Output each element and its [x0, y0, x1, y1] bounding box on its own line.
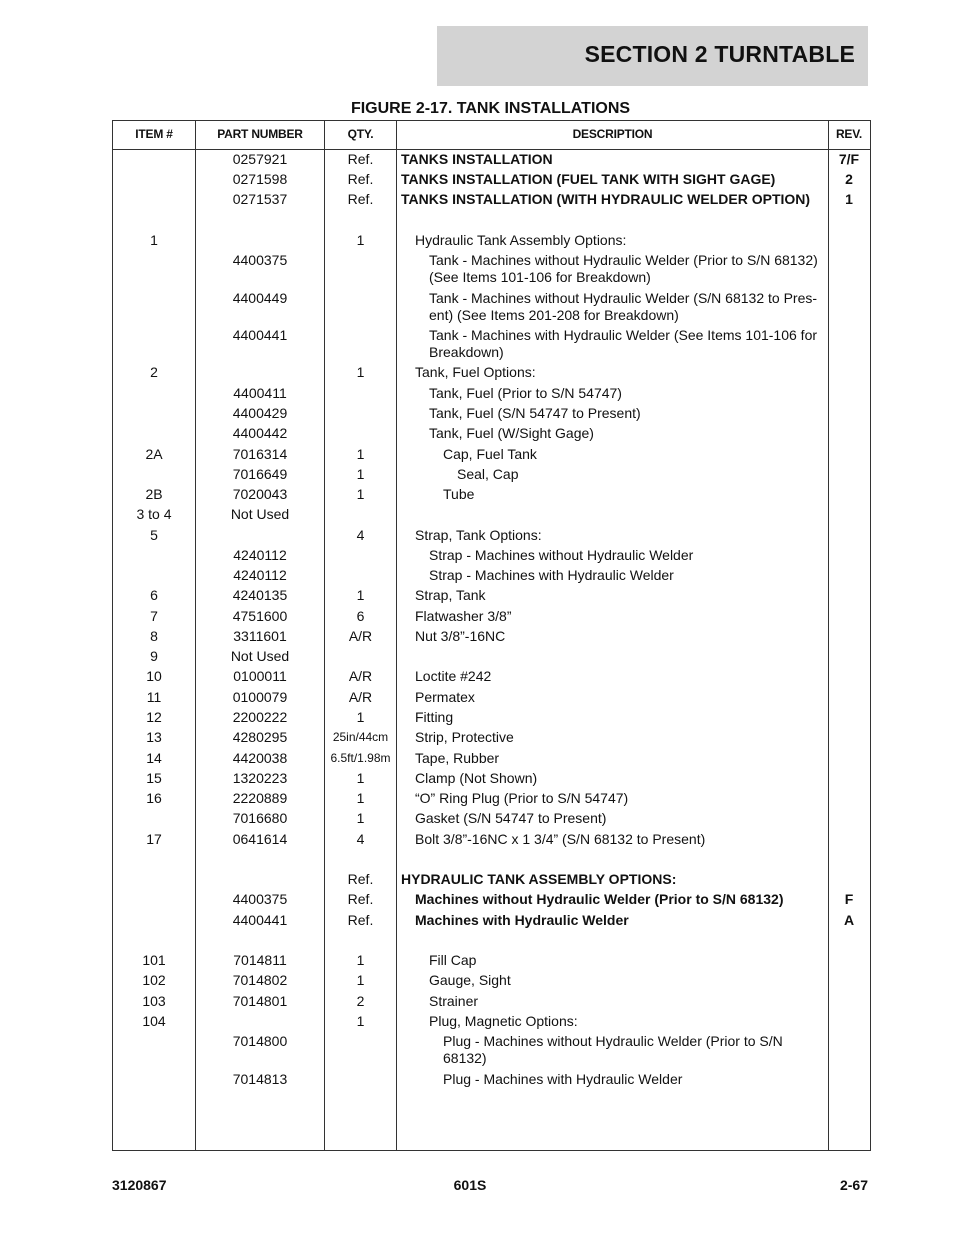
item-number: 14: [146, 750, 162, 766]
item-number: 103: [142, 993, 166, 1009]
quantity: 1: [356, 810, 365, 826]
quantity: 1: [356, 709, 365, 725]
header-item: ITEM #: [135, 127, 173, 141]
description: Tank, Fuel Options:: [415, 364, 536, 380]
item-number: 102: [142, 972, 166, 988]
description: Strap, Tank Options:: [415, 527, 542, 543]
description: Tube: [443, 486, 475, 502]
description: Strap - Machines with Hydraulic Welder: [429, 567, 674, 583]
item-number: 16: [146, 790, 162, 806]
part-number: 7016649: [232, 466, 288, 482]
part-number: 4280295: [232, 729, 288, 745]
description: Plug - Machines with Hydraulic Welder: [443, 1071, 683, 1087]
item-number: 12: [146, 709, 162, 725]
quantity: 1: [356, 466, 365, 482]
quantity: 6: [356, 608, 365, 624]
column-divider: [396, 121, 397, 1150]
quantity: 6.5ft/1.98m: [330, 751, 391, 765]
revision: A: [843, 912, 855, 928]
part-number: 4420038: [232, 750, 288, 766]
doc-number: 3120867: [112, 1177, 167, 1193]
quantity: 1: [356, 952, 365, 968]
part-number: 4400441: [232, 912, 288, 928]
part-number: 4400442: [232, 425, 288, 441]
item-number: 11: [146, 689, 162, 705]
header-divider: [113, 149, 870, 150]
part-number: 7016314: [232, 446, 288, 462]
part-number: 7014802: [232, 972, 288, 988]
part-number: Not Used: [230, 648, 290, 664]
header-description: DESCRIPTION: [572, 127, 653, 141]
quantity: 1: [356, 972, 365, 988]
description: Tank, Fuel (S/N 54747 to Present): [429, 405, 641, 421]
parts-table: [112, 120, 871, 1151]
quantity: 1: [356, 446, 365, 462]
quantity: Ref.: [347, 151, 374, 167]
page-number: 2-67: [839, 1177, 868, 1193]
description: Tape, Rubber: [415, 750, 500, 766]
revision: 7/F: [838, 151, 860, 167]
item-number: 6: [150, 587, 158, 603]
quantity: 1: [356, 232, 365, 248]
part-number: 4400411: [233, 385, 287, 401]
item-number: 101: [142, 952, 166, 968]
quantity: 4: [356, 831, 365, 847]
part-number: 4400449: [232, 290, 288, 306]
quantity: A/R: [348, 668, 373, 684]
quantity: A/R: [348, 689, 373, 705]
description: Machines with Hydraulic Welder: [415, 912, 629, 928]
description: Tank - Machines with Hydraulic Welder (See Items 101-106 for Breakdown): [429, 327, 818, 360]
quantity: 1: [356, 364, 365, 380]
part-number: 4240112: [233, 567, 287, 583]
description: Gauge, Sight: [429, 972, 511, 988]
quantity: Ref.: [347, 912, 374, 928]
column-divider: [828, 121, 829, 1150]
part-number: 0257921: [232, 151, 288, 167]
description: Flatwasher 3/8”: [415, 608, 512, 624]
part-number: Not Used: [230, 506, 290, 522]
item-number: 2: [150, 364, 158, 380]
item-number: 10: [146, 668, 162, 684]
item-number: 9: [150, 648, 158, 664]
description: Bolt 3/8”-16NC x 1 3/4” (S/N 68132 to Present): [415, 831, 706, 847]
quantity: Ref.: [347, 871, 374, 887]
description: Strap - Machines without Hydraulic Welder: [429, 547, 694, 563]
quantity: 2: [356, 993, 365, 1009]
item-number: 1: [150, 232, 158, 248]
description: Loctite #242: [415, 668, 492, 684]
item-number: 15: [146, 770, 162, 786]
part-number: 4400375: [232, 891, 288, 907]
description: Strip, Protective: [415, 729, 514, 745]
quantity: 4: [356, 527, 365, 543]
section-header-box: [437, 26, 868, 86]
revision: F: [844, 891, 854, 907]
description: Permatex: [415, 689, 475, 705]
description: Tank, Fuel (Prior to S/N 54747): [429, 385, 622, 401]
revision: 1: [845, 191, 853, 207]
description: Machines without Hydraulic Welder (Prior to S/N 68132): [415, 891, 784, 907]
description: Cap, Fuel Tank: [443, 446, 537, 462]
part-number: 7014813: [232, 1071, 288, 1087]
item-number: 104: [142, 1013, 166, 1029]
quantity: 1: [356, 486, 365, 502]
description: Tank, Fuel (W/Sight Gage): [429, 425, 594, 441]
part-number: 7014800: [232, 1033, 288, 1049]
part-number: 4400429: [232, 405, 288, 421]
quantity: Ref.: [347, 891, 374, 907]
description: Clamp (Not Shown): [415, 770, 538, 786]
revision: 2: [845, 171, 853, 187]
header-rev: REV.: [835, 127, 863, 141]
description: Seal, Cap: [457, 466, 519, 482]
part-number: 4400375: [232, 252, 288, 268]
quantity: 1: [356, 587, 365, 603]
quantity: 1: [356, 790, 365, 806]
part-number: 7016680: [232, 810, 288, 826]
figure-title: FIGURE 2-17. TANK INSTALLATIONS: [350, 100, 631, 117]
part-number: 0271537: [232, 191, 288, 207]
description: “O” Ring Plug (Prior to S/N 54747): [415, 790, 629, 806]
part-number: 2200222: [232, 709, 288, 725]
quantity: 1: [356, 1013, 365, 1029]
part-number: 7014801: [232, 993, 288, 1009]
quantity: A/R: [348, 628, 373, 644]
item-number: 7: [150, 608, 158, 624]
item-number: 2B: [145, 486, 163, 502]
quantity: 25in/44cm: [332, 730, 389, 744]
description: Hydraulic Tank Assembly Options:: [415, 232, 627, 248]
part-number: 0641614: [232, 831, 288, 847]
description: Fill Cap: [429, 952, 477, 968]
part-number: 4240112: [233, 547, 287, 563]
description: Tank - Machines without Hydraulic Welder (S/N 68132 to Pres-ent) (See Items 201-208 for Breakdown): [429, 290, 818, 323]
quantity: 1: [356, 770, 365, 786]
description: TANKS INSTALLATION (FUEL TANK WITH SIGHT GAGE): [401, 171, 776, 187]
description: HYDRAULIC TANK ASSEMBLY OPTIONS:: [401, 871, 677, 887]
item-number: 5: [150, 527, 158, 543]
part-number: 0100079: [232, 689, 288, 705]
description: Strainer: [429, 993, 479, 1009]
part-number: 4400441: [232, 327, 288, 343]
quantity: Ref.: [347, 171, 374, 187]
part-number: 7020043: [232, 486, 288, 502]
header-qty: QTY.: [347, 127, 374, 141]
item-number: 2A: [145, 446, 163, 462]
item-number: 13: [146, 729, 162, 745]
description: Strap, Tank: [415, 587, 486, 603]
item-number: 17: [146, 831, 162, 847]
header-part-number: PART NUMBER: [217, 127, 303, 141]
description: Nut 3/8”-16NC: [415, 628, 506, 644]
part-number: 7014811: [233, 952, 287, 968]
section-title: SECTION 2 TURNTABLE: [584, 41, 855, 67]
part-number: 4240135: [232, 587, 288, 603]
part-number: 0100011: [233, 668, 287, 684]
description: Fitting: [415, 709, 454, 725]
description: TANKS INSTALLATION: [401, 151, 553, 167]
item-number: 3 to 4: [136, 506, 172, 522]
part-number: 4751600: [232, 608, 288, 624]
part-number: 3311601: [233, 628, 287, 644]
description: Gasket (S/N 54747 to Present): [415, 810, 607, 826]
quantity: Ref.: [347, 191, 374, 207]
part-number: 1320223: [232, 770, 288, 786]
part-number: 0271598: [232, 171, 288, 187]
item-number: 8: [150, 628, 158, 644]
description: Tank - Machines without Hydraulic Welder (Prior to S/N 68132) (See Items 101-106 for Breakdown): [429, 252, 818, 285]
description: TANKS INSTALLATION (WITH HYDRAULIC WELDER OPTION): [401, 191, 811, 207]
description: Plug, Magnetic Options:: [429, 1013, 578, 1029]
description: Plug - Machines without Hydraulic Welder (Prior to S/N 68132): [443, 1033, 783, 1066]
part-number: 2220889: [232, 790, 288, 806]
model-number: 601S: [453, 1177, 487, 1193]
